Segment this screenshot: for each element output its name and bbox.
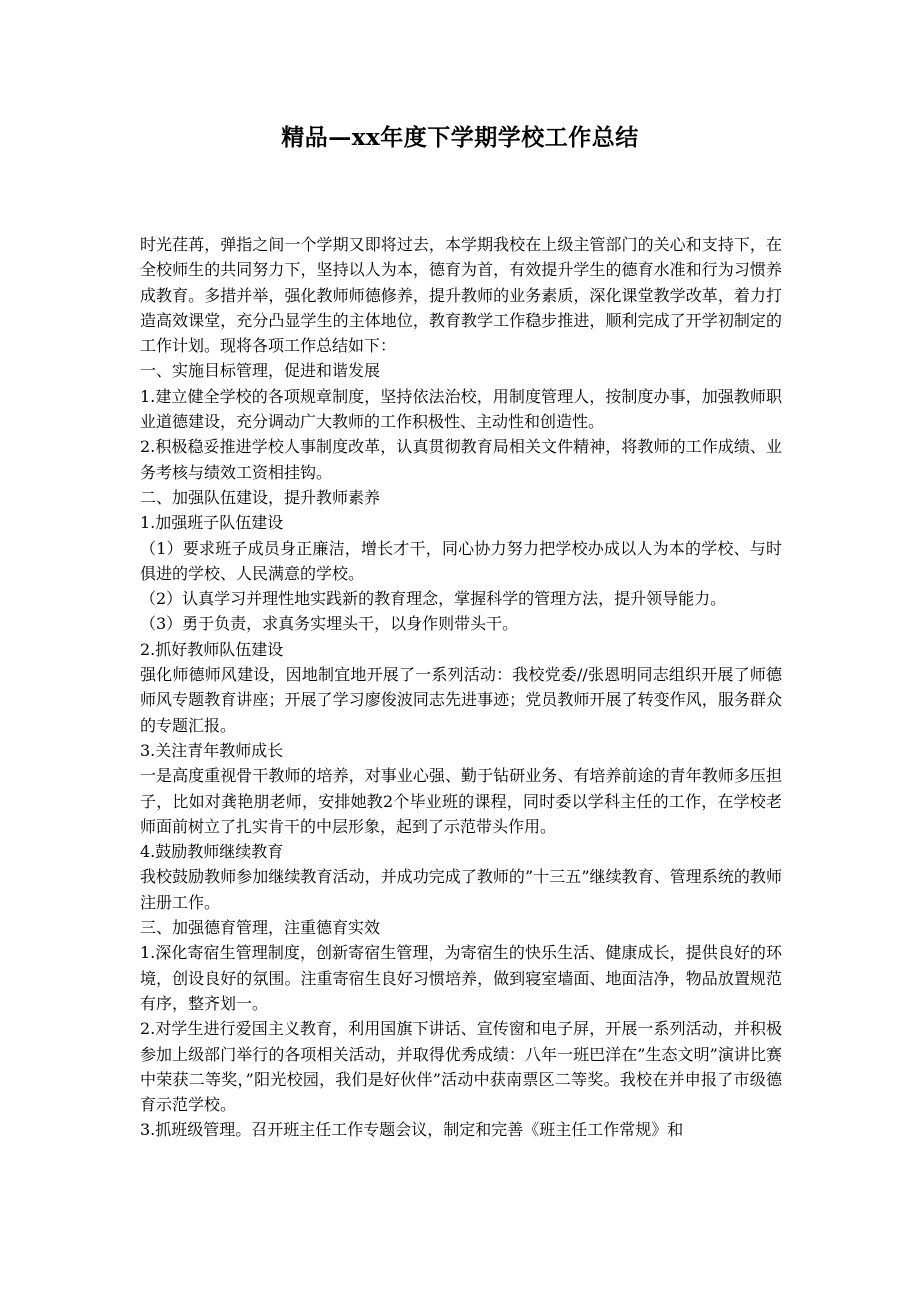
paragraph-2-3: 一是高度重视骨干教师的培养，对事业心强、勤于钻研业务、有培养前途的青年教师多压担子，比如对龚艳朋老师，安排她教2个毕业班的课程，同时委以学科主任的工作，在学校老师面前树立了扎实肯干的中层形象，起到了示范带头作用。 — [140, 766, 782, 836]
paragraph-2-1-1: （1）要求班子成员身正廉洁，增长才干，同心协力努力把学校办成以人为本的学校、与时俱进的学校、人民满意的学校。 — [140, 538, 782, 583]
subheading-2-2: 2.抓好教师队伍建设 — [140, 639, 284, 659]
document-body — [140, 232, 782, 1143]
subheading-2-3: 3.关注青年教师成长 — [140, 740, 284, 760]
paragraph-2-2: 强化师德师风建设，因地制宜地开展了一系列活动：我校党委//张恩明同志组织开展了师德师风专题教育讲座；开展了学习廖俊波同志先进事迹；党员教师开展了转变作风，服务群众的专题汇报。 — [140, 665, 782, 735]
paragraph-1-1: 1.建立健全学校的各项规章制度，坚持依法治校，用制度管理人，按制度办事，加强教师职业道德建设，充分调动广大教师的工作积极性、主动性和创造性。 — [140, 386, 782, 432]
paragraph-2-4: 我校鼓励教师参加继续教育活动，并成功完成了教师的”十三五”继续教育、管理系统的教师注册工作。 — [140, 867, 782, 912]
section-heading-3: 三、加强德育管理，注重德育实效 — [140, 918, 381, 938]
paragraph-2-1-3: （3）勇于负责，求真务实埋头干，以身作则带头干。 — [140, 614, 519, 634]
paragraph-3-3: 3.抓班级管理。召开班主任工作专题会议，制定和完善《班主任工作常规》和 — [140, 1120, 684, 1140]
subheading-2-4: 4.鼓励教师继续教育 — [140, 842, 284, 862]
intro-paragraph: 时光荏苒，弹指之间一个学期又即将过去，本学期我校在上级主管部门的关心和支持下，在全校师生的共同努力下，坚持以人为本，德育为首，有效提升学生的德育水准和行为习惯养成教育。多措并举，强化教师师德修养，提升教师的业务素质，深化课堂教学改革，着力打造高效课堂，充分凸显学生的主体地位，教育教学工作稳步推进，顺利完成了开学初制定的工作计划。现将各项工作总结如下： — [140, 235, 782, 356]
subheading-2-1: 1.加强班子队伍建设 — [140, 513, 284, 533]
section-heading-1: 一、实施目标管理，促进和谐发展 — [140, 361, 381, 381]
section-heading-2: 二、加强队伍建设，提升教师素养 — [140, 487, 381, 507]
paragraph-2-1-2: （2）认真学习并理性地实践新的教育理念，掌握科学的管理方法，提升领导能力。 — [140, 589, 727, 609]
paragraph-3-1: 1.深化寄宿生管理制度，创新寄宿生管理，为寄宿生的快乐生活、健康成长，提供良好的环境，创设良好的氛围。注重寄宿生良好习惯培养，做到寝室墙面、地面洁净，物品放置规范有序，整齐划一。 — [140, 943, 782, 1013]
paragraph-1-2: 2.积极稳妥推进学校人事制度改革，认真贯彻教育局相关文件精神，将教师的工作成绩、业务考核与绩效工资相挂钩。 — [140, 437, 782, 482]
paragraph-3-2: 2.对学生进行爱国主义教育，利用国旗下讲话、宣传窗和电子屏，开展一系列活动，并积极参加上级部门举行的各项相关活动，并取得优秀成绩：八年一班巴洋在”生态文明”演讲比赛中荣获二等奖，”阳光校园，我们是好伙伴”活动中获南票区二等奖。我校在并申报了市级德育示范学校。 — [140, 1019, 782, 1115]
document-title: 精品—xx年度下学期学校工作总结 — [281, 124, 639, 151]
